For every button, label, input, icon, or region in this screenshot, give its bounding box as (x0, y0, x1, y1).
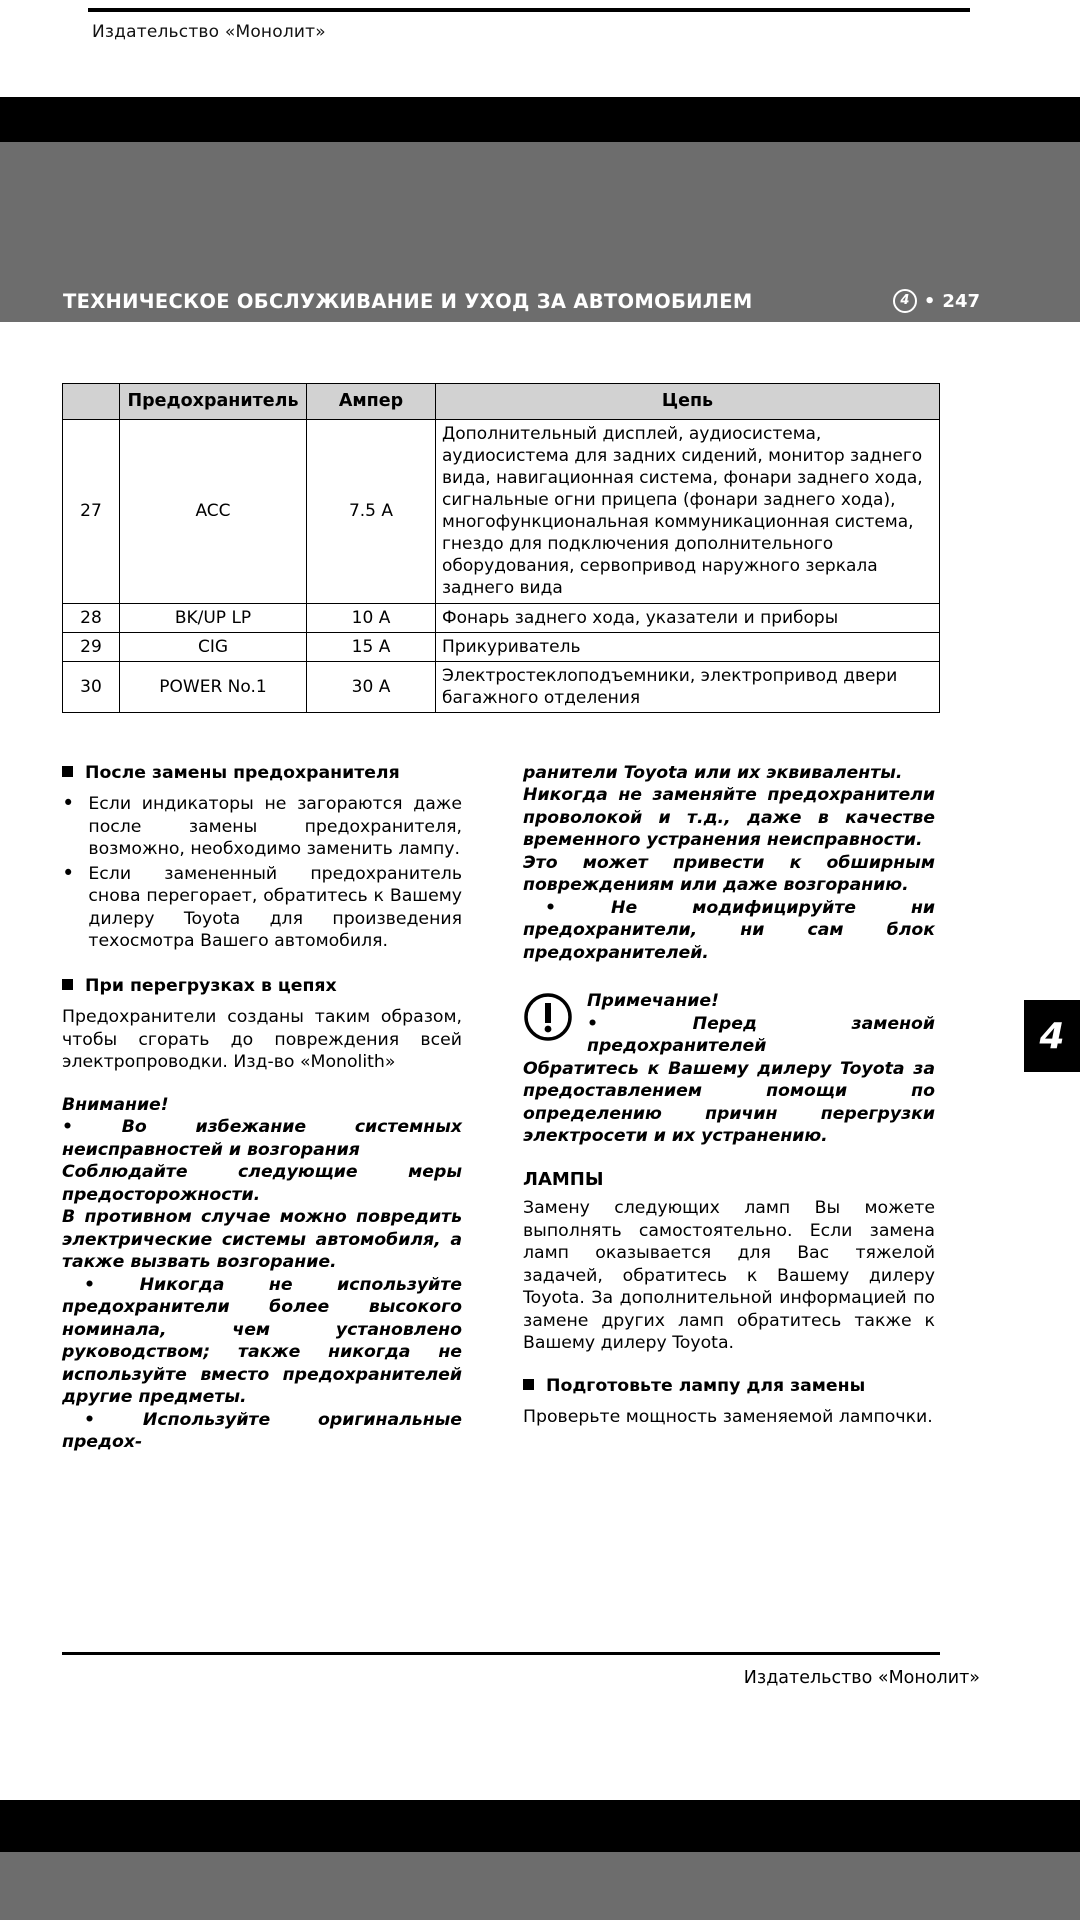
publisher-header: Издательство «Монолит» (92, 22, 326, 42)
footer-black-band (0, 1800, 1080, 1852)
heading-overload (62, 975, 462, 997)
square-bullet-icon (523, 1379, 534, 1390)
cell-amp: 10 A (307, 603, 436, 632)
square-bullet-icon (62, 979, 73, 990)
chapter-number-icon: 4 (893, 289, 917, 313)
warning-line-3: В противном случае можно повредить электрические системы автомобиля, а также вызвать возгорание. (62, 1207, 462, 1273)
note-body (587, 990, 935, 1057)
header-page-number: 247 (942, 290, 980, 312)
footer-rule (62, 1652, 940, 1655)
heading-text: Подготовьте лампу для замены (546, 1375, 866, 1396)
cell-amp: 15 A (307, 632, 436, 661)
list-item-text: Если замененный предохранитель снова перегорает, обратитесь к Вашему дилеру Toyota для произведения техосмотра Вашего автомобиля. (88, 863, 462, 952)
note-block (523, 990, 935, 1057)
cell-fuse: POWER No.1 (120, 661, 307, 712)
fuse-table (62, 383, 940, 713)
exclamation-circle-icon (523, 992, 573, 1048)
cell-circuit: Электростеклоподъемники, электропривод двери багажного отделения (436, 661, 940, 712)
page-title: ТЕХНИЧЕСКОЕ ОБСЛУЖИВАНИЕ И УХОД ЗА АВТОМОБИЛЕМ (63, 290, 753, 313)
note-bullet: • Перед заменой предохранителей (587, 1013, 935, 1057)
table-row (63, 632, 940, 661)
cell-no: 28 (63, 603, 120, 632)
note-title: Примечание! (587, 991, 719, 1012)
cell-fuse: ACC (120, 419, 307, 603)
footer-gray-band (0, 1852, 1080, 1920)
paragraph-prepare: Проверьте мощность заменяемой лампочки. (523, 1407, 933, 1428)
square-bullet-icon (62, 766, 73, 777)
warning-cont-1: ранители Toyota или их эквиваленты. (523, 763, 903, 783)
heading-text: При перегрузках в цепях (85, 975, 337, 996)
warning-cont-4: • Не модифицируйте ни предохранители, ни сам блок предохранителей. (523, 897, 935, 963)
warning-cont-3: Это может привести к обширным повреждениям или даже возгоранию. (523, 852, 935, 896)
cell-circuit: Прикуриватель (436, 632, 940, 661)
table-header-fuse: Предохранитель (120, 384, 307, 420)
paragraph-lamps: Замену следующих ламп Вы можете выполнять самостоятельно. Если замена ламп оказывается для Вас тяжелой задачей, обратитесь к Вашему дилеру Toyota. За дополнительной информацией по замене других ламп обратитесь также к Вашему дилеру Toyota. (523, 1198, 935, 1354)
table-header-circuit: Цепь (436, 384, 940, 420)
cell-amp: 7.5 A (307, 419, 436, 603)
body-right-column (523, 762, 935, 1429)
warning-line-5: • Используйте оригинальные предох- (62, 1409, 462, 1453)
warning-line-4: • Никогда не используйте предохранители более высокого номинала, чем установлено руководством; также никогда не используйте вместо предохранителей другие предметы. (62, 1274, 462, 1408)
cell-fuse: BK/UP LP (120, 603, 307, 632)
body-left-column (62, 762, 462, 1454)
table-header-amp: Ампер (307, 384, 436, 420)
warning-cont-2: Никогда не заменяйте предохранители проволокой и т.д., даже в качестве временного устранения неисправности. (523, 785, 935, 851)
heading-after-replacement (62, 762, 462, 784)
fuse-table-wrapper (62, 383, 940, 713)
header-separator: • (923, 290, 936, 312)
header-black-band (0, 97, 1080, 142)
cell-amp: 30 A (307, 661, 436, 712)
list-item (62, 860, 462, 953)
paragraph-overload: Предохранители созданы таким образом, чтобы сгорать до повреждения всей электропроводки. Изд-во «Monolith» (62, 1007, 462, 1073)
cell-no: 27 (63, 419, 120, 603)
cell-circuit: Фонарь заднего хода, указатели и приборы (436, 603, 940, 632)
list-item (62, 793, 462, 860)
chapter-tab: 4 (1024, 1000, 1080, 1072)
list-item-text: Если индикаторы не загораются даже после замены предохранителя, возможно, необходимо заменить лампу. (88, 794, 462, 860)
warning-line-1: • Во избежание системных неисправностей и возгорания (62, 1117, 462, 1160)
publisher-footer: Издательство «Монолит» (743, 1668, 980, 1688)
cell-fuse: CIG (120, 632, 307, 661)
header-page-indicator (893, 289, 980, 313)
heading-prepare-lamp (523, 1375, 935, 1397)
dot-bullet-icon: • (62, 791, 75, 816)
table-header-no (63, 384, 120, 420)
cell-no: 30 (63, 661, 120, 712)
cell-circuit: Дополнительный дисплей, аудиосистема, аудиосистема для задних сидений, монитор заднего вида, навигационная система, фонари заднего хода, сигнальные огни прицепа (фонари заднего хода), многофункциональная коммуникационная система, гнездо для подключения дополнительного оборудования, сервопривод наружного зеркала заднего вида (436, 419, 940, 603)
header-gray-band (0, 142, 1080, 285)
warning-line-2: Соблюдайте следующие меры предосторожности. (62, 1162, 462, 1205)
note-paragraph: Обратитесь к Вашему дилеру Toyota за предоставлением помощи по определению причин перегрузки электросети и их устранению. (523, 1058, 935, 1147)
section-heading-lamps: ЛАМПЫ (523, 1168, 604, 1190)
dot-bullet-icon: • (62, 860, 75, 885)
heading-text: После замены предохранителя (85, 763, 400, 783)
table-row (63, 661, 940, 712)
top-rule (88, 8, 970, 12)
table-row (63, 419, 940, 603)
warning-title: Внимание! (62, 1094, 169, 1115)
table-header-row (63, 384, 940, 420)
cell-no: 29 (63, 632, 120, 661)
table-row (63, 603, 940, 632)
